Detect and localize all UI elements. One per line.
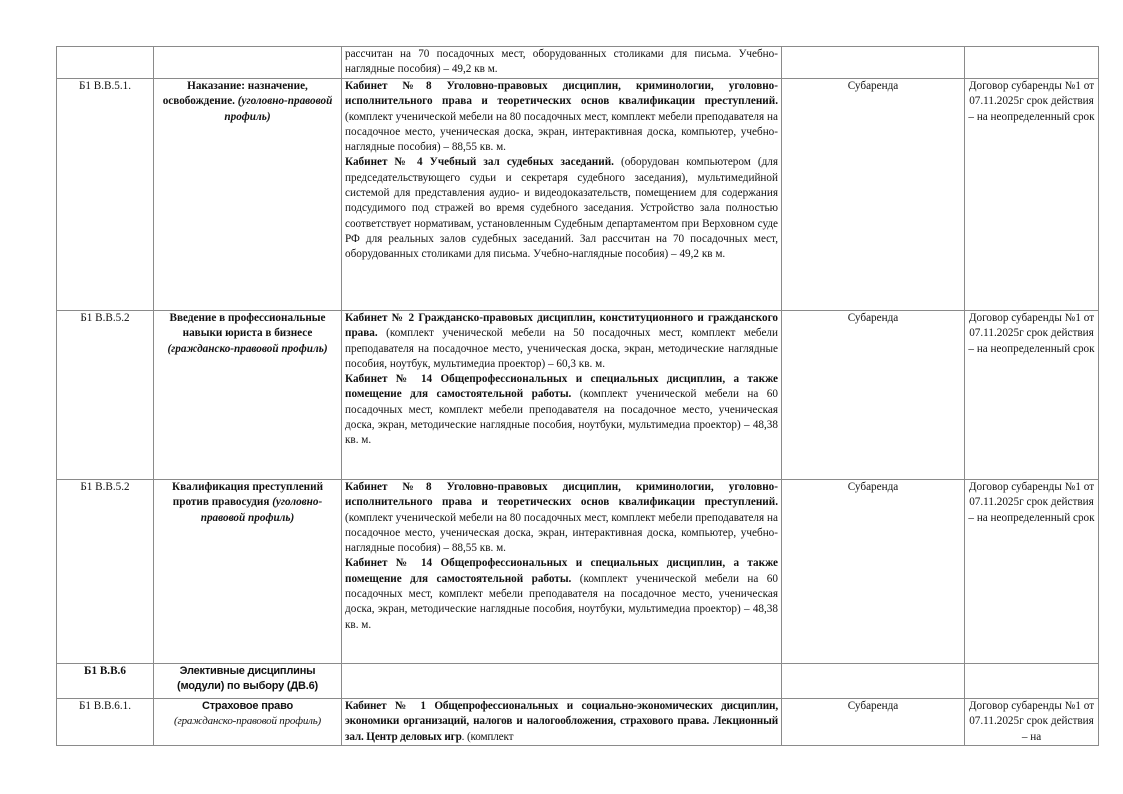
room-entry <box>345 155 778 262</box>
premises-description <box>342 699 782 746</box>
discipline-name <box>154 699 342 746</box>
subject-profile: (уголовно-правовой профиль) <box>200 496 323 524</box>
room-entry <box>345 47 778 78</box>
premises-description <box>342 480 782 664</box>
room-details: . (комплект <box>461 730 514 743</box>
subject-title: Введение в профессиональные навыки юриста в бизнесе <box>169 312 326 340</box>
room-entry <box>345 372 778 448</box>
premises-description <box>342 664 782 699</box>
premises-description <box>342 47 782 79</box>
discipline-code: Б1 В.В.5.1. <box>57 79 154 311</box>
subject-title: Элективные дисциплины (модули) по выбору (ДВ.6) <box>177 665 318 693</box>
discipline-name <box>154 664 342 699</box>
room-title: Кабинет №8 Уголовно-правовых дисциплин, криминологии, уголовно-исполнительного права и теоретических основ квалификации преступлений. <box>345 481 778 509</box>
premises-description <box>342 79 782 311</box>
basis-document: Договор субаренды №1 от 07.11.2025г срок действия – на неопределенный срок <box>965 311 1099 480</box>
table-row-section <box>57 664 1099 699</box>
usage-basis <box>782 664 965 699</box>
room-entry <box>345 79 778 155</box>
basis-document <box>965 664 1099 699</box>
room-title: Кабинет № 14 Общепрофессиональных и специальных дисциплин, а также помещение для самостоятельной работы. <box>345 373 778 401</box>
discipline-code: Б1 В.В.6.1. <box>57 699 154 746</box>
subject-profile: (уголовно-правовой профиль) <box>224 95 333 123</box>
subject-title: Наказание: назначение, освобождение. <box>162 80 308 108</box>
table-row <box>57 480 1099 664</box>
table-row <box>57 311 1099 480</box>
room-entry <box>345 699 778 745</box>
usage-basis <box>782 47 965 79</box>
room-entry <box>345 311 778 372</box>
room-details: (оборудован компьютером (для председательствующего судьи и секретаря судебного заседания), мультимедийной системой для представления аудио- и видеодоказательств, помещением для содержания подсудимого под стражей во время судебного заседания. Устройство зала полностью соответствует нормативам, установленным Судебным департаментом при Верховном суде РФ для реальных залов судебных заседаний. Зал рассчитан на 70 посадочных мест, оборудованных столиками для письма. Учебно-наглядные пособия) – 49,2 кв м. <box>345 156 779 261</box>
table-row <box>57 699 1099 746</box>
room-entry <box>345 480 778 556</box>
room-details: (комплект ученической мебели на 50 посадочных мест, комплект мебели преподавателя на посадочное место, ученическая доска, экран, методические наглядные пособия, ноутбук, мультимедиа проектор) – 60,3 кв. м. <box>345 327 778 370</box>
room-title: Кабинет № 2 Гражданско-правовых дисциплин, конституционного и гражданского права. <box>345 312 778 340</box>
discipline-name <box>154 47 342 79</box>
discipline-code: Б1 В.В.6 <box>57 664 154 699</box>
room-entry <box>345 556 778 632</box>
basis-document: Договор субаренды №1 от 07.11.2025г срок действия – на неопределенный срок <box>965 480 1099 664</box>
discipline-name <box>154 480 342 664</box>
usage-basis: Субаренда <box>782 311 965 480</box>
room-details: (комплект ученической мебели на 60 посадочных мест, комплект мебели преподавателя на посадочное место, ученическая доска, экран, методические наглядные пособия, ноутбуки, мультимедиа проектор) – 48,38 кв. м. <box>345 388 778 447</box>
discipline-code <box>57 47 154 79</box>
room-title: Кабинет № 1 Общепрофессиональных и социально-экономических дисциплин, экономики организаций, налогов и налогообложения, страхового права. Лекционный зал. Центр деловых игр <box>345 700 778 743</box>
room-details: (комплект ученической мебели на 80 посадочных мест, комплект мебели преподавателя на посадочное место, ученическая доска, экран, интерактивная доска, компьютер, учебно-наглядные пособия) – 88,55 кв. м. <box>345 110 778 154</box>
room-title: Кабинет № 14 Общепрофессиональных и специальных дисциплин, а также помещение для самостоятельной работы. <box>345 557 778 585</box>
room-title: Кабинет №8 Уголовно-правовых дисциплин, криминологии, уголовно-исполнительного права и теоретических основ квалификации преступлений. <box>345 80 778 108</box>
room-details: (комплект ученической мебели на 60 посадочных мест, комплект мебели преподавателя на посадочное место, ученическая доска, экран, методические наглядные пособия, ноутбуки, мультимедиа проектор) – 48,38 кв. м. <box>345 572 778 631</box>
discipline-name <box>154 311 342 480</box>
usage-basis: Субаренда <box>782 79 965 311</box>
room-details: рассчитан на 70 посадочных мест, оборудованных столиками для письма. Учебно-наглядные пособия) – 49,2 кв м. <box>345 48 778 76</box>
subject-profile: (гражданско-правовой профиль) <box>167 342 328 355</box>
premises-table <box>56 46 1099 746</box>
basis-document: Договор субаренды №1 от 07.11.2025г срок действия – на <box>965 699 1099 746</box>
usage-basis: Субаренда <box>782 480 965 664</box>
table-row <box>57 47 1099 79</box>
premises-description <box>342 311 782 480</box>
room-title: Кабинет № 4 Учебный зал судебных заседаний. <box>345 156 614 169</box>
discipline-name <box>154 79 342 311</box>
basis-document <box>965 47 1099 79</box>
subject-title: Страховое право <box>201 700 294 712</box>
room-details: (комплект ученической мебели на 80 посадочных мест, комплект мебели преподавателя на посадочное место, ученическая доска, экран, интерактивная доска, компьютер, учебно-наглядные пособия) – 88,55 кв. м. <box>345 511 778 555</box>
table-row <box>57 79 1099 311</box>
discipline-code: Б1 В.В.5.2 <box>57 311 154 480</box>
usage-basis: Субаренда <box>782 699 965 746</box>
discipline-code: Б1 В.В.5.2 <box>57 480 154 664</box>
subject-title: Квалификация преступлений против правосудия <box>171 481 324 509</box>
subject-profile: (гражданско-правовой профиль) <box>174 715 321 728</box>
basis-document: Договор субаренды №1 от 07.11.2025г срок действия – на неопределенный срок <box>965 79 1099 311</box>
